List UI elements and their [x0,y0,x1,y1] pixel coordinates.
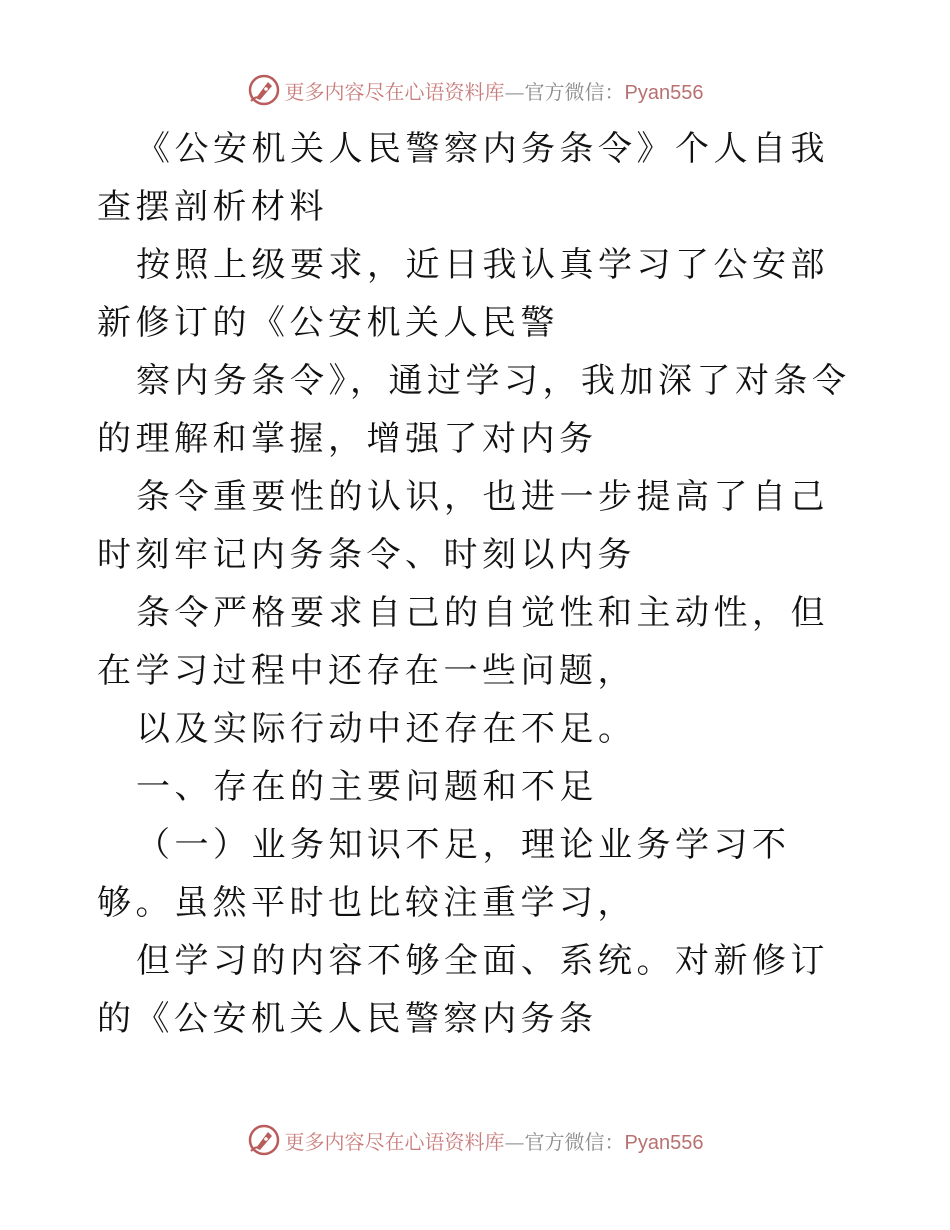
watermark-wechat-id: Pyan556 [624,1131,704,1154]
watermark-wechat-label: 官方微信： [524,79,625,104]
watermark-text [285,76,704,105]
watermark-separator: — [504,79,525,104]
paragraph: 察内务条令》，通过学习，我加深了对条令的理解和掌握，增强了对内务 [97,361,851,459]
pen-nib-logo-icon [247,1123,281,1157]
document-body [97,120,857,1048]
paragraph: 以及实际行动中还存在不足。 [136,709,637,749]
footer-watermark [0,1120,950,1160]
watermark-wechat-id: Pyan556 [624,81,704,104]
document-title: 《公安机关人民警察内务条令》个人自我查摆剖析材料 [97,129,829,227]
paragraph: 但学习的内容不够全面、系统。对新修订的《公安机关人民警察内务条 [97,941,829,1039]
pen-nib-logo-icon [247,73,281,107]
header-watermark [0,70,950,110]
watermark-wechat-label: 官方微信： [524,1129,625,1154]
watermark-main-text: 更多内容尽在心语资料库 [284,79,505,104]
watermark-separator: — [504,1129,525,1154]
watermark-main-text: 更多内容尽在心语资料库 [284,1129,505,1154]
paragraph: 条令严格要求自己的自觉性和主动性，但在学习过程中还存在一些问题， [97,593,829,691]
watermark-text [285,1126,704,1155]
paragraph: 按照上级要求，近日我认真学习了公安部新修订的《公安机关人民警 [97,245,829,343]
paragraph: （一）业务知识不足，理论业务学习不够。虽然平时也比较注重学习， [97,825,791,923]
section-heading: 一、存在的主要问题和不足 [136,767,598,807]
paragraph: 条令重要性的认识，也进一步提高了自己时刻牢记内务条令、时刻以内务 [97,477,829,575]
